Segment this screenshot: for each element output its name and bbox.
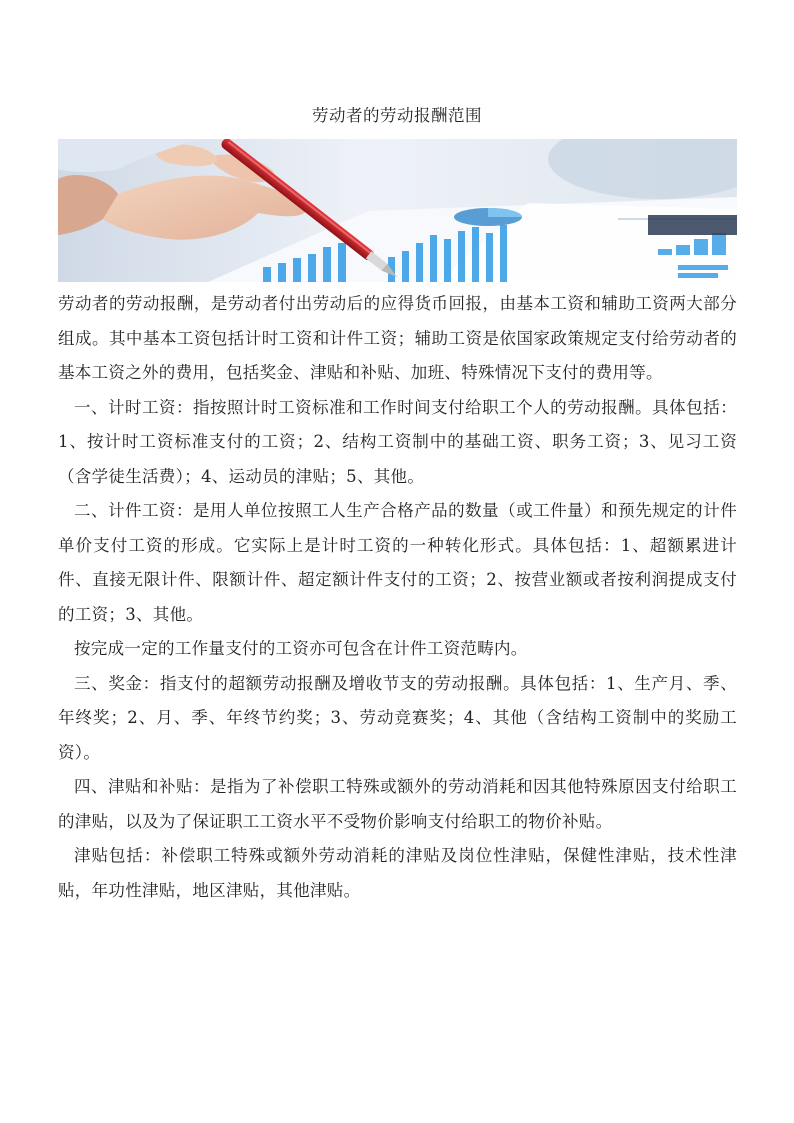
paragraph-intro: 劳动者的劳动报酬，是劳动者付出劳动后的应得货币回报，由基本工资和辅助工资两大部分组成。其中基本工资包括计时工资和计件工资；辅助工资是依国家政策规定支付给劳动者的基本工资之外的费用，包括奖金、津贴和补贴、加班、特殊情况下支付的费用等。 <box>58 294 737 382</box>
paragraph-piece-wage-note: 按完成一定的工作量支付的工资亦可包含在计件工资范畴内。 <box>74 639 528 658</box>
hand-pen-chart-illustration <box>58 139 737 282</box>
hero-image <box>58 139 737 282</box>
paragraph-time-wage: 一、计时工资：指按照计时工资标准和工作时间支付给职工个人的劳动报酬。具体包括：1、按计时工资标准支付的工资；2、结构工资制中的基础工资、职务工资；3、见习工资（含学徒生活费）；4、运动员的津贴；5、其他。 <box>58 397 737 486</box>
document-body <box>58 287 737 908</box>
paragraph-allowance-types: 津贴包括：补偿职工特殊或额外劳动消耗的津贴及岗位性津贴，保健性津贴，技术性津贴，年功性津贴，地区津贴，其他津贴。 <box>58 846 737 900</box>
paragraph-allowance: 四、津贴和补贴：是指为了补偿职工特殊或额外的劳动消耗和因其他特殊原因支付给职工的津贴，以及为了保证职工工资水平不受物价影响支付给职工的物价补贴。 <box>58 777 737 831</box>
paragraph-bonus: 三、奖金：指支付的超额劳动报酬及增收节支的劳动报酬。具体包括：1、生产月、季、年终奖；2、月、季、年终节约奖；3、劳动竞赛奖；4、其他（含结构工资制中的奖励工资）。 <box>58 673 737 762</box>
paragraph-piece-wage: 二、计件工资：是用人单位按照工人生产合格产品的数量（或工件量）和预先规定的计件单价支付工资的形成。它实际上是计时工资的一种转化形式。具体包括：1、超额累进计件、直接无限计件、限额计件、超定额计件支付的工资；2、按营业额或者按利润提成支付的工资；3、其他。 <box>58 501 737 624</box>
document-title: 劳动者的劳动报酬范围 <box>312 106 482 125</box>
